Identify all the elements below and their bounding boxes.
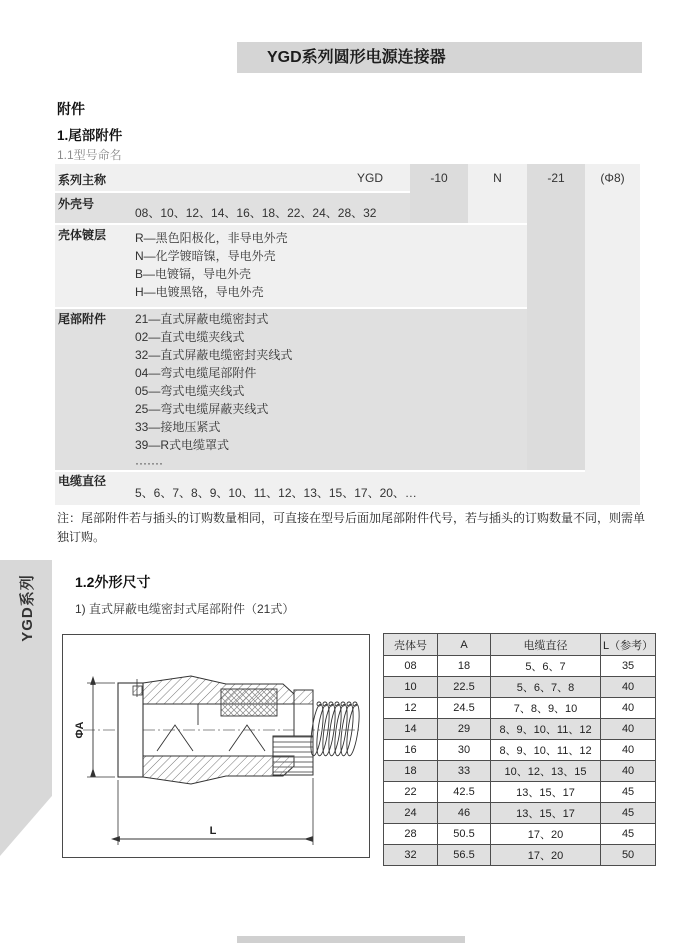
table-cell: 50 <box>601 845 656 866</box>
table-cell: 13、15、17 <box>491 782 601 803</box>
cable-label: 电缆直径 <box>58 474 107 488</box>
option-line: N—化学镀暗镍，导电外壳 <box>135 249 276 263</box>
option-line: 39—R式电缆罩式 <box>135 438 230 452</box>
table-cell: 22 <box>384 782 438 803</box>
option-line: B—电镀镉，导电外壳 <box>135 267 252 281</box>
tail-code-column <box>527 164 585 470</box>
code-plating: N <box>493 171 502 185</box>
table-cell: 32 <box>384 845 438 866</box>
order-note: 注：尾部附件若与插头的订购数量相同，可直接在型号后面加尾部附件代号，若与插头的订购数量不同，则需单独订购。 <box>57 511 646 544</box>
table-cell: 40 <box>601 677 656 698</box>
table-cell: 17、20 <box>491 824 601 845</box>
table-cell: 45 <box>601 803 656 824</box>
code-cable: (Φ8) <box>600 171 625 185</box>
code-shell: -10 <box>430 171 448 185</box>
table-cell: 10、12、13、15 <box>491 761 601 782</box>
separator <box>55 307 527 309</box>
table-header-cell: 壳体号 <box>384 634 438 656</box>
page-bottom-strip <box>237 936 465 943</box>
table-cell: 42.5 <box>438 782 491 803</box>
table-cell: 12 <box>384 698 438 719</box>
heading-model-naming: 1.1型号命名 <box>57 148 122 162</box>
table-cell: 24.5 <box>438 698 491 719</box>
table-cell: 40 <box>601 698 656 719</box>
table-header-cell: L（参考） <box>601 634 656 656</box>
table-row <box>384 845 656 866</box>
table-row <box>384 698 656 719</box>
dim-l-label: L <box>209 825 217 837</box>
dim-phi-a-label: ΦA <box>74 721 86 739</box>
table-cell: 50.5 <box>438 824 491 845</box>
separator <box>55 223 527 225</box>
table-row <box>384 782 656 803</box>
table-cell: 17、20 <box>491 845 601 866</box>
option-line: ······· <box>135 456 163 470</box>
table-cell: 24 <box>384 803 438 824</box>
table-cell: 45 <box>601 782 656 803</box>
page-header-bar <box>237 42 642 73</box>
plating-options <box>135 229 288 301</box>
option-line: 02—直式电缆夹线式 <box>135 330 245 344</box>
shell-values: 08、10、12、14、16、18、22、24、28、32 <box>135 206 377 220</box>
table-header-cell: 电缆直径 <box>491 634 601 656</box>
option-line: 25—弯式电缆屏蔽夹线式 <box>135 402 269 416</box>
code-series: YGD <box>356 171 383 185</box>
separator <box>55 191 410 193</box>
tail-options <box>135 310 292 472</box>
table-row <box>384 656 656 677</box>
table-cell: 08 <box>384 656 438 677</box>
option-line: 04—弯式电缆尾部附件 <box>135 366 257 380</box>
table-cell: 13、15、17 <box>491 803 601 824</box>
sidebar-series-label: YGD系列 <box>19 574 36 642</box>
model-naming-table <box>55 164 640 505</box>
table-cell: 33 <box>438 761 491 782</box>
heading-dimensions: 1.2外形尺寸 <box>75 574 151 590</box>
option-line: 32—直式屏蔽电缆密封夹线式 <box>135 348 293 362</box>
table-row <box>384 677 656 698</box>
code-tail: -21 <box>547 171 565 185</box>
table-cell: 28 <box>384 824 438 845</box>
table-cell: 22.5 <box>438 677 491 698</box>
option-line: 21—直式屏蔽电缆密封式 <box>135 312 269 326</box>
table-cell: 10 <box>384 677 438 698</box>
table-header-cell: A <box>438 634 491 656</box>
table-cell: 8、9、10、11、12 <box>491 740 601 761</box>
table-cell: 18 <box>438 656 491 677</box>
heading-attachments: 附件 <box>57 101 85 117</box>
heading-tail-attachments: 1.尾部附件 <box>57 128 123 143</box>
shell-label: 外壳号 <box>58 197 95 211</box>
table-cell: 5、6、7 <box>491 656 601 677</box>
table-cell: 5、6、7、8 <box>491 677 601 698</box>
option-line: H—电镀黑铬，导电外壳 <box>135 285 264 299</box>
table-row <box>384 824 656 845</box>
table-cell: 35 <box>601 656 656 677</box>
table-cell: 30 <box>438 740 491 761</box>
table-cell: 45 <box>601 824 656 845</box>
table-row <box>384 803 656 824</box>
heading-dimensions-item: 1) 直式屏蔽电缆密封式尾部附件（21式） <box>75 602 295 616</box>
table-cell: 7、8、9、10 <box>491 698 601 719</box>
connector-cross-section-svg <box>63 635 369 857</box>
connector-drawing <box>62 634 370 858</box>
table-cell: 40 <box>601 761 656 782</box>
tail-label: 尾部附件 <box>58 312 107 326</box>
plating-label: 壳体镀层 <box>58 228 107 242</box>
option-line: 33—接地压紧式 <box>135 420 221 434</box>
table-row <box>384 740 656 761</box>
table-row <box>384 719 656 740</box>
table-cell: 29 <box>438 719 491 740</box>
series-label: 系列主称 <box>58 173 107 187</box>
page-title: YGD系列圆形电源连接器 <box>267 49 446 66</box>
table-cell: 40 <box>601 719 656 740</box>
table-row <box>384 761 656 782</box>
table-cell: 16 <box>384 740 438 761</box>
table-cell: 56.5 <box>438 845 491 866</box>
table-header-row <box>384 634 656 656</box>
option-line: 05—弯式电缆夹线式 <box>135 384 245 398</box>
table-cell: 14 <box>384 719 438 740</box>
cable-values: 5、6、7、8、9、10、11、12、13、15、17、20、… <box>135 486 417 500</box>
table-cell: 46 <box>438 803 491 824</box>
table-cell: 40 <box>601 740 656 761</box>
table-cell: 18 <box>384 761 438 782</box>
table-cell: 8、9、10、11、12 <box>491 719 601 740</box>
option-line: R—黑色阳极化，非导电外壳 <box>135 231 288 245</box>
dimension-table <box>383 633 656 866</box>
